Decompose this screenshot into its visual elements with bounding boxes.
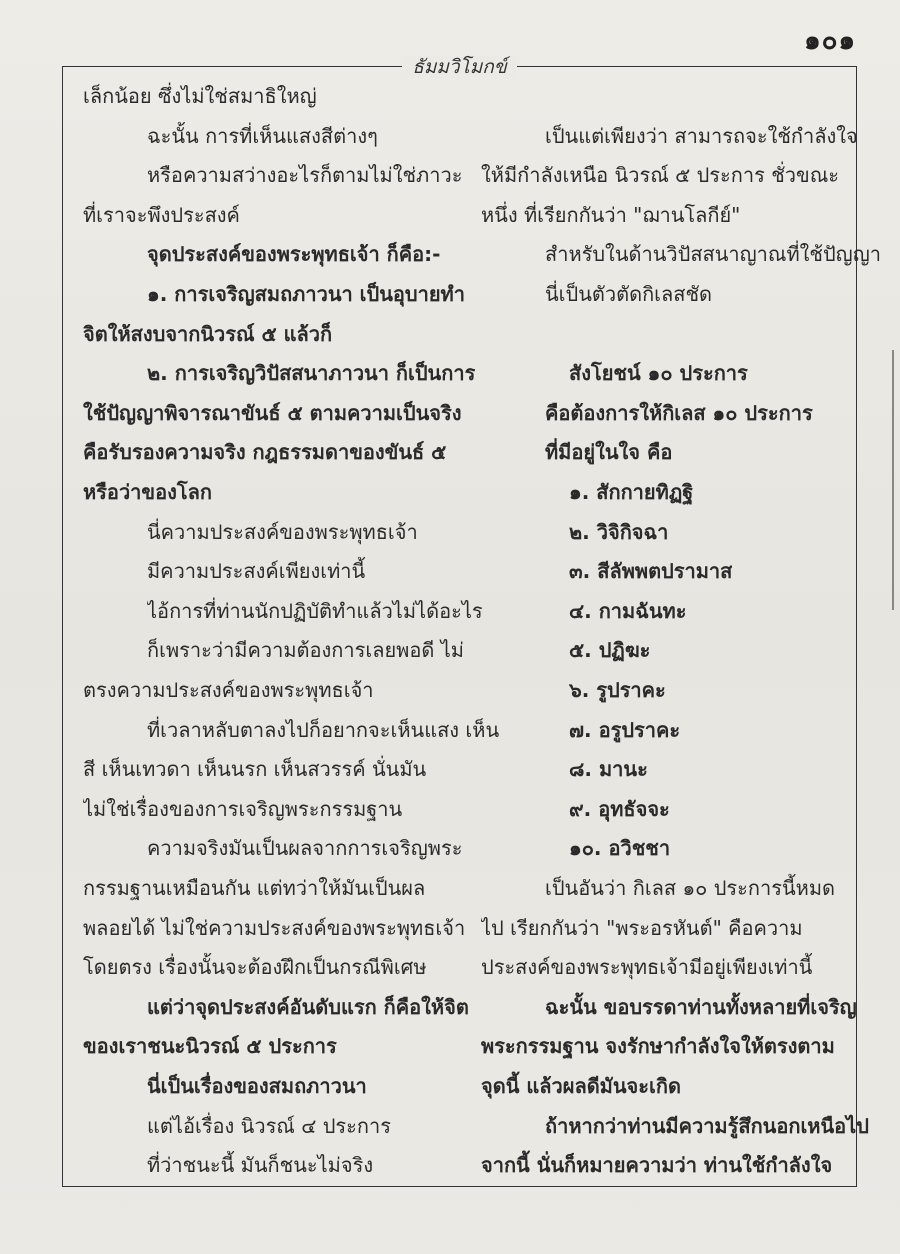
left-text-line: โดยตรง เรื่องนั้นจะต้องฝึกเป็นกรณีพิเศษ <box>83 955 427 980</box>
left-text-line: ความจริงมันเป็นผลจากการเจริญพระ <box>147 836 463 861</box>
right-text-line: ๕. ปฏิฆะ <box>569 638 651 663</box>
right-text-line: ประสงค์ของพระพุทธเจ้ามีอยู่เพียงเท่านี้ <box>481 955 813 980</box>
right-text-line: ๑๐. อวิชชา <box>569 836 671 861</box>
left-text-line: นี่เป็นเรื่องของสมถภาวนา <box>147 1074 367 1098</box>
left-text-line: ไม่ใช่เรื่องของการเจริญพระกรรมฐาน <box>83 796 403 821</box>
right-text-line: ๖. รูปราคะ <box>569 678 666 702</box>
left-text-line: ไอ้การที่ท่านนักปฏิบัติทำแล้วไม่ได้อะไร <box>147 598 483 623</box>
page-number: ๑๐๑ <box>804 26 856 56</box>
right-text-line: พระกรรมฐาน จงรักษากำลังใจให้ตรงตาม <box>481 1034 835 1059</box>
left-text-line: ที่เราจะพึงประสงค์ <box>83 202 240 227</box>
right-text-line: ๔. กามฉันทะ <box>569 598 687 623</box>
right-text-line: คือต้องการให้กิเลส ๑๐ ประการ <box>545 400 813 425</box>
left-text-line: ก็เพราะว่ามีความต้องการเลยพอดี ไม่ <box>147 638 464 663</box>
left-text-line: กรรมฐานเหมือนกัน แต่ทว่าให้มันเป็นผล <box>83 876 426 900</box>
left-text-line: ที่ว่าชนะนี้ มันก็ชนะไม่จริง <box>147 1153 374 1178</box>
left-text-line: ที่เวลาหลับตาลงไปก็อยากจะเห็นแสง เห็น <box>147 717 500 742</box>
left-text-line: แต่ไอ้เรื่อง นิวรณ์ ๔ ประการ <box>147 1113 391 1138</box>
right-text-line: เป็นอันว่า กิเลส ๑๐ ประการนี้หมด <box>545 876 836 900</box>
right-text-line: หนึ่ง ที่เรียกกันว่า "ฌานโลกีย์" <box>481 202 741 227</box>
scan-edge-mark <box>892 350 894 610</box>
left-text-line: หรือว่าของโลก <box>83 480 212 504</box>
left-text-line: นี่ความประสงค์ของพระพุทธเจ้า <box>147 519 418 544</box>
running-header: ธัมมวิโมกข์ <box>402 56 517 78</box>
left-text-line: จิตให้สงบจากนิวรณ์ ๕ แล้วก็ <box>83 321 333 346</box>
left-text-line: เล็กน้อย ซึ่งไม่ใช่สมาธิใหญ่ <box>83 84 317 108</box>
right-text-line: ฉะนั้น ขอบรรดาท่านทั้งหลายที่เจริญ <box>545 994 857 1019</box>
right-text-line: ๑. สักกายทิฏฐิ <box>569 480 694 504</box>
text-frame <box>62 56 881 1187</box>
right-text-line: ไป เรียกกันว่า "พระอรหันต์" คือความ <box>481 915 803 940</box>
left-text-line: มีความประสงค์เพียงเท่านี้ <box>147 559 366 584</box>
right-text-line: จากนี้ นั่นก็หมายความว่า ท่านใช้กำลังใจ <box>481 1153 833 1178</box>
left-text-line: ของเราชนะนิวรณ์ ๕ ประการ <box>83 1034 337 1059</box>
right-text-line: ๙. อุทธัจจะ <box>569 796 670 821</box>
right-text-line: ๗. อรูปราคะ <box>569 717 681 742</box>
left-text-line: พลอยได้ ไม่ใช่ความประสงค์ของพระพุทธเจ้า <box>83 915 466 940</box>
right-text-line: ๓. สีลัพพตปรามาส <box>569 559 733 584</box>
left-text-line: แต่ว่าจุดประสงค์อันดับแรก ก็คือให้จิต <box>147 994 469 1019</box>
left-text-line: หรือความสว่างอะไรก็ตามไม่ใช่ภาวะ <box>147 163 463 188</box>
right-text-line: เป็นแต่เพียงว่า สามารถจะใช้กำลังใจ <box>545 123 858 148</box>
right-text-line: ถ้าหากว่าท่านมีความรู้สึกนอกเหนือไป <box>545 1113 869 1138</box>
right-text-line: ให้มีกำลังเหนือ นิวรณ์ ๕ ประการ ชั่วขณะ <box>481 163 839 188</box>
right-text-line: สังโยชน์ ๑๐ ประการ <box>569 361 748 386</box>
left-text-line: คือรับรองความจริง กฎธรรมดาของขันธ์ ๕ <box>83 440 447 465</box>
left-text-line: ๒. การเจริญวิปัสสนาภาวนา ก็เป็นการ <box>147 361 476 386</box>
left-text-line: ฉะนั้น การที่เห็นแสงสีต่างๆ <box>147 123 378 148</box>
left-text-line: สี เห็นเทวดา เห็นนรก เห็นสวรรค์ นั่นมัน <box>83 757 427 782</box>
running-header-wrap <box>63 52 856 82</box>
right-text-line: ที่มีอยู่ในใจ คือ <box>545 440 673 465</box>
left-text-line: ๑. การเจริญสมถภาวนา เป็นอุบายทำ <box>147 282 465 306</box>
left-text-line: จุดประสงค์ของพระพุทธเจ้า ก็คือ:- <box>147 242 441 267</box>
right-text-line: นี่เป็นตัวตัดกิเลสชัด <box>545 282 713 306</box>
right-text-line: จุดนี้ แล้วผลดีมันจะเกิด <box>481 1074 681 1098</box>
left-text-line: ใช้ปัญญาพิจารณาขันธ์ ๕ ตามความเป็นจริง <box>83 400 462 425</box>
right-text-line: สำหรับในด้านวิปัสสนาญาณที่ใช้ปัญญา <box>545 242 881 267</box>
left-text-line: ตรงความประสงค์ของพระพุทธเจ้า <box>83 678 374 702</box>
right-text-line: ๒. วิจิกิจฉา <box>569 519 669 544</box>
right-text-line: ๘. มานะ <box>569 757 648 782</box>
